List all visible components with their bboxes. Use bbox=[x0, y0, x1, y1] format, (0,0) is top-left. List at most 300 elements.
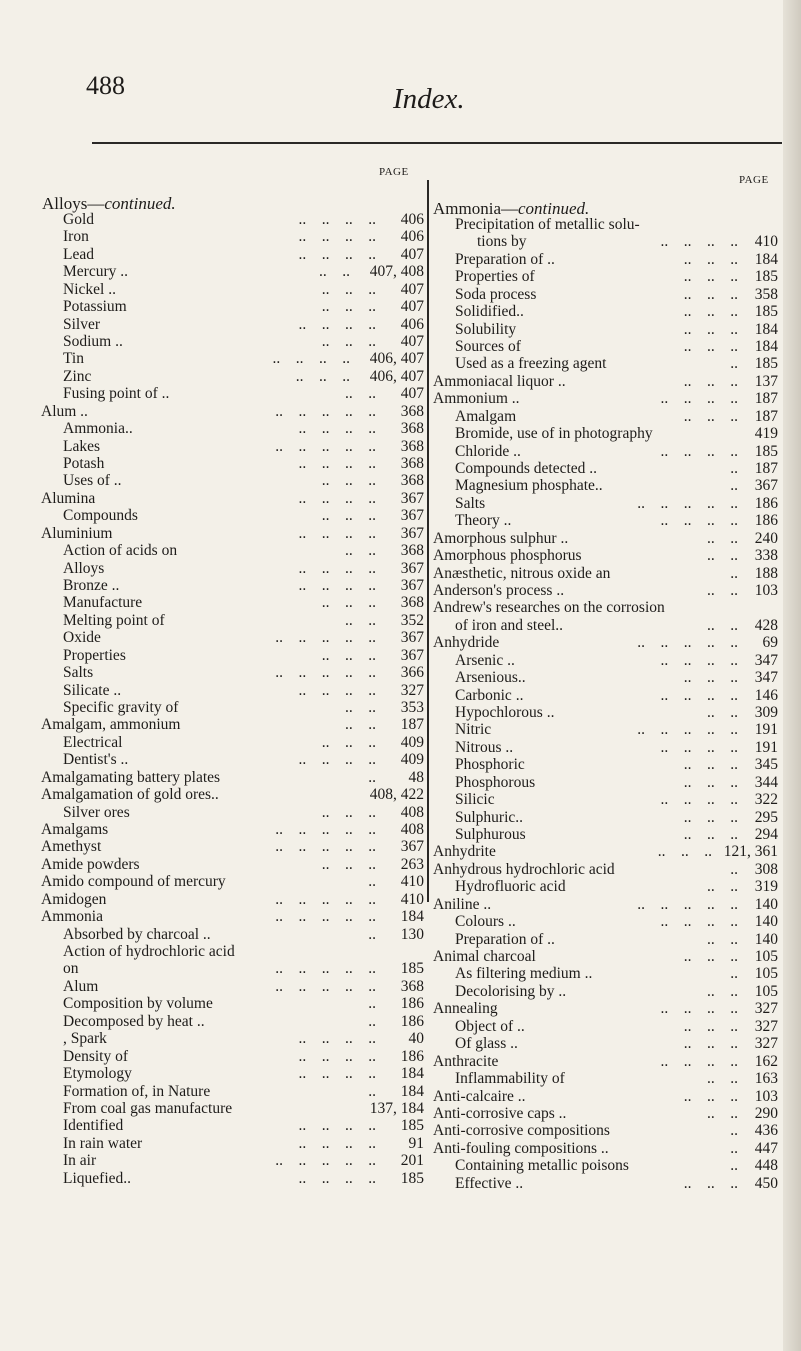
entry-leader-dots: .. .. .. .. bbox=[660, 1000, 738, 1018]
index-entry bbox=[433, 565, 778, 582]
entry-leader-dots: .. .. .. .. bbox=[298, 751, 376, 769]
entry-page-number: 184 bbox=[754, 250, 778, 268]
entry-term: Dentist's .. bbox=[63, 751, 129, 769]
entry-term: Amidogen bbox=[41, 890, 107, 908]
entry-leader-dots: .. .. bbox=[345, 611, 376, 629]
index-entry bbox=[63, 926, 424, 943]
entry-term: Etymology bbox=[63, 1065, 132, 1083]
index-entry bbox=[63, 1100, 424, 1117]
index-entry bbox=[433, 547, 778, 564]
entry-leader-dots: .. .. bbox=[345, 542, 376, 560]
index-entry bbox=[455, 303, 778, 320]
entry-leader-dots: .. bbox=[730, 1139, 738, 1157]
index-entry bbox=[455, 355, 778, 372]
entry-page-number: 410 bbox=[400, 890, 424, 908]
index-entry bbox=[63, 438, 424, 455]
entry-page-number: 419 bbox=[754, 425, 778, 443]
entry-page-number: 450 bbox=[754, 1174, 778, 1192]
index-entry bbox=[455, 826, 778, 843]
entry-page-number: 408 bbox=[400, 803, 424, 821]
entry-page-number: 368 bbox=[400, 542, 424, 560]
entry-leader-dots: .. .. .. bbox=[683, 250, 738, 268]
entry-page-number: 185 bbox=[400, 1169, 424, 1187]
entry-leader-dots: .. .. .. .. .. bbox=[637, 494, 738, 512]
entry-page-number: 368 bbox=[400, 402, 424, 420]
entry-page-number: 185 bbox=[754, 442, 778, 460]
entry-page-number: 295 bbox=[754, 808, 778, 826]
entry-term: , Spark bbox=[63, 1030, 107, 1048]
entry-page-number: 121, 361 bbox=[723, 843, 778, 861]
entry-page-number: 410 bbox=[754, 233, 778, 251]
entry-term: Nitrous .. bbox=[455, 738, 514, 756]
index-entry bbox=[63, 612, 424, 629]
entry-term: of iron and steel.. bbox=[455, 616, 564, 634]
index-entry bbox=[63, 1170, 424, 1187]
entry-leader-dots: .. .. .. .. bbox=[298, 211, 376, 228]
right-page-label: PAGE bbox=[739, 174, 769, 186]
entry-term: Anhydrous hydrochloric acid bbox=[433, 860, 615, 878]
entry-page-number: 406, 407 bbox=[369, 367, 424, 385]
entry-leader-dots: .. .. .. bbox=[683, 1174, 738, 1192]
index-entry bbox=[455, 669, 778, 686]
entry-page-number: 140 bbox=[754, 913, 778, 931]
entry-leader-dots: .. .. .. .. .. bbox=[275, 977, 376, 995]
entry-page-number: 436 bbox=[754, 1122, 778, 1140]
entry-leader-dots: .. .. .. .. bbox=[298, 245, 376, 263]
entry-term: Amido compound of mercury bbox=[41, 873, 226, 891]
entry-page-number: 103 bbox=[754, 582, 778, 600]
index-entry bbox=[63, 1135, 424, 1152]
entry-leader-dots: .. bbox=[730, 965, 738, 983]
entry-page-number: 408, 422 bbox=[369, 786, 424, 804]
entry-page-number: 185 bbox=[400, 960, 424, 978]
entry-leader-dots: .. bbox=[368, 995, 376, 1013]
entry-leader-dots: .. .. .. bbox=[683, 338, 738, 355]
index-entry bbox=[433, 896, 778, 913]
entry-page-number: 407 bbox=[400, 333, 424, 350]
entry-term: Electrical bbox=[63, 733, 123, 751]
entry-page-number: 201 bbox=[400, 1152, 424, 1170]
index-entry bbox=[455, 983, 778, 1000]
entry-leader-dots: .. .. .. .. bbox=[298, 1117, 376, 1135]
entry-leader-dots: .. .. .. .. .. bbox=[275, 838, 376, 856]
entry-term: Absorbed by charcoal .. bbox=[63, 925, 211, 943]
index-entry bbox=[455, 251, 778, 268]
entry-page-number: 448 bbox=[754, 1157, 778, 1175]
entry-page-number: 185 bbox=[400, 1117, 424, 1135]
entry-leader-dots: .. .. .. .. bbox=[298, 681, 376, 699]
index-entry bbox=[41, 786, 424, 803]
index-entry bbox=[455, 704, 778, 721]
entry-term: Annealing bbox=[433, 1000, 498, 1018]
index-entry bbox=[455, 931, 778, 948]
entry-term: Potassium bbox=[63, 298, 127, 316]
entry-page-number: 366 bbox=[400, 664, 424, 682]
index-entry bbox=[41, 403, 424, 420]
index-entry bbox=[63, 734, 424, 751]
entry-page-number: 368 bbox=[400, 472, 424, 490]
entry-page-number: 105 bbox=[754, 948, 778, 966]
index-entry bbox=[455, 1175, 778, 1192]
entry-term: Phosphoric bbox=[455, 756, 525, 774]
entry-leader-dots: .. .. .. .. bbox=[298, 1169, 376, 1187]
entry-term: Anti-calcaire .. bbox=[433, 1087, 526, 1105]
entry-leader-dots: .. .. .. .. .. bbox=[275, 629, 376, 647]
entry-page-number: 368 bbox=[400, 437, 424, 455]
entry-leader-dots: .. .. bbox=[707, 930, 738, 948]
entry-term: Anhydride bbox=[433, 634, 500, 652]
entry-page-number: 130 bbox=[400, 925, 424, 943]
index-entry bbox=[455, 1157, 778, 1174]
index-entry bbox=[455, 443, 778, 460]
entry-leader-dots: .. .. .. bbox=[683, 948, 738, 966]
entry-term: Colours .. bbox=[455, 913, 516, 931]
entry-page-number: 407, 408 bbox=[369, 263, 424, 281]
entry-leader-dots: .. .. .. bbox=[683, 372, 738, 390]
index-entry bbox=[433, 599, 778, 616]
entry-leader-dots: .. .. .. bbox=[321, 472, 376, 490]
entry-leader-dots: .. .. .. .. .. bbox=[637, 634, 738, 652]
index-entry bbox=[455, 216, 778, 233]
index-entry bbox=[477, 233, 778, 250]
entry-term: Identified bbox=[63, 1117, 124, 1135]
entry-page-number: 187 bbox=[754, 460, 778, 478]
entry-page-number: 186 bbox=[400, 1047, 424, 1065]
index-entry bbox=[433, 843, 778, 860]
entry-term: Ammoniacal liquor .. bbox=[433, 372, 566, 390]
entry-leader-dots: .. .. .. .. bbox=[298, 1030, 376, 1048]
entry-page-number: 338 bbox=[754, 547, 778, 565]
entry-term: Melting point of bbox=[63, 611, 165, 629]
index-entry bbox=[455, 774, 778, 791]
entry-leader-dots: .. .. .. bbox=[683, 407, 738, 425]
index-entry bbox=[63, 1013, 424, 1030]
continuation-term: Ammonia bbox=[433, 199, 501, 218]
index-entry bbox=[41, 716, 424, 733]
index-entry bbox=[63, 542, 424, 559]
index-entry bbox=[63, 350, 424, 367]
index-entry bbox=[433, 1000, 778, 1017]
index-entry bbox=[63, 1117, 424, 1134]
entry-term: Amorphous sulphur .. bbox=[433, 529, 569, 547]
entry-leader-dots: .. .. bbox=[345, 716, 376, 734]
entry-term: Inflammability of bbox=[455, 1070, 565, 1088]
index-entry bbox=[41, 891, 424, 908]
index-entry bbox=[455, 286, 778, 303]
entry-page-number: 428 bbox=[754, 616, 778, 634]
entry-leader-dots: .. .. bbox=[345, 385, 376, 403]
entry-term: Density of bbox=[63, 1047, 129, 1065]
entry-page-number: 368 bbox=[400, 420, 424, 438]
entry-leader-dots: .. .. bbox=[345, 699, 376, 717]
entry-term: Used as a freezing agent bbox=[455, 355, 607, 373]
entry-term: Amalgamating battery plates bbox=[41, 768, 221, 786]
entry-page-number: 407 bbox=[400, 298, 424, 316]
entry-term: Anthracite bbox=[433, 1052, 499, 1070]
entry-page-number: 407 bbox=[400, 245, 424, 263]
entry-term: Salts bbox=[455, 494, 486, 512]
entry-term: Compounds bbox=[63, 507, 138, 525]
index-entry bbox=[63, 751, 424, 768]
entry-term: Alum .. bbox=[41, 402, 88, 420]
entry-term: Fusing point of .. bbox=[63, 385, 170, 403]
entry-term: Alloys bbox=[63, 559, 105, 577]
entry-term: Mercury .. bbox=[63, 263, 128, 281]
entry-leader-dots: .. .. .. .. bbox=[660, 1052, 738, 1070]
entry-leader-dots: .. bbox=[368, 925, 376, 943]
entry-leader-dots: .. .. bbox=[319, 263, 350, 281]
entry-term: Preparation of .. bbox=[455, 930, 555, 948]
index-entry bbox=[455, 913, 778, 930]
index-entry bbox=[433, 373, 778, 390]
entry-page-number: 322 bbox=[754, 791, 778, 809]
index-entry bbox=[63, 1152, 424, 1169]
index-entry bbox=[41, 525, 424, 542]
entry-leader-dots: .. bbox=[730, 1157, 738, 1175]
entry-leader-dots: .. .. bbox=[707, 982, 738, 1000]
entry-page-number: 240 bbox=[754, 529, 778, 547]
index-entry bbox=[63, 960, 424, 977]
entry-term: Arsenious.. bbox=[455, 669, 526, 687]
entry-term: Bronze .. bbox=[63, 577, 120, 595]
entry-term: Lakes bbox=[63, 437, 101, 455]
entry-leader-dots: .. .. .. .. bbox=[298, 524, 376, 542]
index-entry bbox=[63, 263, 424, 280]
entry-term: Silicate .. bbox=[63, 681, 122, 699]
index-entry bbox=[455, 652, 778, 669]
entry-page-number: 368 bbox=[400, 977, 424, 995]
entry-term: Potash bbox=[63, 455, 105, 473]
entry-leader-dots: .. .. .. bbox=[321, 333, 376, 350]
entry-page-number: 347 bbox=[754, 651, 778, 669]
entry-leader-dots: .. .. bbox=[707, 616, 738, 634]
entry-leader-dots: .. .. .. .. .. bbox=[275, 437, 376, 455]
entry-leader-dots: .. .. .. .. .. bbox=[275, 1152, 376, 1170]
index-entry bbox=[63, 577, 424, 594]
entry-leader-dots: .. .. .. .. bbox=[660, 512, 738, 530]
index-entry bbox=[41, 821, 424, 838]
entry-page-number: 186 bbox=[400, 1012, 424, 1030]
entry-term: Aniline .. bbox=[433, 895, 492, 913]
index-entry bbox=[63, 1030, 424, 1047]
entry-leader-dots: .. .. .. .. bbox=[298, 228, 376, 246]
entry-term: Solubility bbox=[455, 320, 517, 338]
index-entry bbox=[433, 861, 778, 878]
entry-page-number: 186 bbox=[400, 995, 424, 1013]
index-entry bbox=[41, 769, 424, 786]
index-entry bbox=[455, 1070, 778, 1087]
index-entry bbox=[455, 477, 778, 494]
entry-leader-dots: .. bbox=[730, 1122, 738, 1140]
entry-leader-dots: .. bbox=[730, 355, 738, 373]
entry-term: Effective .. bbox=[455, 1174, 524, 1192]
entry-leader-dots: .. .. .. bbox=[683, 756, 738, 774]
entry-leader-dots: .. .. .. bbox=[683, 1087, 738, 1105]
running-head: Index. bbox=[393, 83, 465, 115]
entry-term: Liquefied.. bbox=[63, 1169, 132, 1187]
entry-page-number: 367 bbox=[400, 489, 424, 507]
entry-term: Lead bbox=[63, 245, 94, 263]
index-entry bbox=[455, 721, 778, 738]
page-number: 488 bbox=[86, 71, 125, 100]
index-entry bbox=[41, 838, 424, 855]
entry-page-number: 290 bbox=[754, 1104, 778, 1122]
entry-leader-dots: .. .. .. .. .. bbox=[275, 890, 376, 908]
entry-leader-dots: .. .. .. .. bbox=[298, 489, 376, 507]
entry-leader-dots: .. .. .. .. bbox=[660, 686, 738, 704]
entry-page-number: 186 bbox=[754, 512, 778, 530]
index-entry bbox=[63, 228, 424, 245]
entry-term: Solidified.. bbox=[455, 303, 524, 321]
entry-term: Hypochlorous .. bbox=[455, 704, 555, 722]
entry-page-number: 367 bbox=[400, 646, 424, 664]
entry-leader-dots: .. .. bbox=[707, 547, 738, 565]
entry-page-number: 409 bbox=[400, 733, 424, 751]
entry-leader-dots: .. .. .. .. bbox=[660, 913, 738, 931]
index-entry bbox=[63, 385, 424, 402]
entry-leader-dots: .. .. .. bbox=[683, 826, 738, 844]
entry-page-number: 184 bbox=[400, 908, 424, 926]
entry-leader-dots: .. .. .. .. bbox=[660, 791, 738, 809]
entry-term: Silicic bbox=[455, 791, 495, 809]
index-entry bbox=[63, 1048, 424, 1065]
entry-page-number: 103 bbox=[754, 1087, 778, 1105]
entry-term: Carbonic .. bbox=[455, 686, 524, 704]
entry-page-number: 185 bbox=[754, 268, 778, 286]
entry-leader-dots: .. .. .. bbox=[683, 773, 738, 791]
entry-page-number: 146 bbox=[754, 686, 778, 704]
entry-term: Decolorising by .. bbox=[455, 982, 567, 1000]
entry-page-number: 137, 184 bbox=[369, 1099, 424, 1117]
continuation-note: continued. bbox=[104, 194, 176, 213]
entry-page-number: 447 bbox=[754, 1139, 778, 1157]
entry-leader-dots: .. bbox=[368, 768, 376, 786]
entry-page-number: 105 bbox=[754, 965, 778, 983]
index-entry bbox=[433, 1105, 778, 1122]
entry-page-number: 137 bbox=[754, 372, 778, 390]
entry-leader-dots: .. .. .. .. .. bbox=[275, 821, 376, 839]
entry-term: Zinc bbox=[63, 367, 92, 385]
entry-page-number: 69 bbox=[762, 634, 778, 652]
entry-page-number: 327 bbox=[400, 681, 424, 699]
index-entry bbox=[63, 281, 424, 298]
entry-term: Anhydrite bbox=[433, 843, 496, 861]
entry-term: From coal gas manufacture bbox=[63, 1099, 233, 1117]
entry-leader-dots: .. .. .. .. .. bbox=[637, 895, 738, 913]
entry-leader-dots: .. .. bbox=[707, 529, 738, 547]
entry-page-number: 185 bbox=[754, 303, 778, 321]
entry-term: Specific gravity of bbox=[63, 699, 179, 717]
entry-term: Iron bbox=[63, 228, 89, 246]
entry-page-number: 406 bbox=[400, 211, 424, 228]
entry-leader-dots: .. .. .. bbox=[321, 280, 376, 298]
index-entry bbox=[63, 682, 424, 699]
index-entry bbox=[63, 699, 424, 716]
index-entry bbox=[433, 634, 778, 651]
entry-leader-dots: .. .. bbox=[707, 1070, 738, 1088]
entry-page-number: 188 bbox=[754, 564, 778, 582]
index-entry bbox=[433, 1140, 778, 1157]
entry-leader-dots: .. .. .. .. bbox=[298, 577, 376, 595]
entry-page-number: 327 bbox=[754, 1017, 778, 1035]
entry-page-number: 408 bbox=[400, 821, 424, 839]
header-rule bbox=[92, 142, 782, 144]
entry-term: Theory .. bbox=[455, 512, 512, 530]
entry-leader-dots: .. .. .. .. bbox=[298, 1065, 376, 1083]
index-entry bbox=[63, 978, 424, 995]
entry-page-number: 410 bbox=[400, 873, 424, 891]
entry-term: Properties of bbox=[455, 268, 535, 286]
entry-page-number: 367 bbox=[400, 629, 424, 647]
index-entry bbox=[63, 804, 424, 821]
entry-term: Sulphuric.. bbox=[455, 808, 524, 826]
index-entry bbox=[63, 995, 424, 1012]
entry-term: Anti-corrosive caps .. bbox=[433, 1104, 567, 1122]
entry-leader-dots: .. .. .. .. bbox=[660, 233, 738, 251]
entry-term: Sources of bbox=[455, 338, 521, 355]
entry-leader-dots: .. bbox=[730, 564, 738, 582]
index-entry bbox=[63, 1065, 424, 1082]
index-entry bbox=[63, 420, 424, 437]
entry-leader-dots: .. .. .. .. bbox=[660, 738, 738, 756]
entry-term: on bbox=[63, 960, 79, 978]
entry-term: As filtering medium .. bbox=[455, 965, 593, 983]
index-entry bbox=[455, 425, 778, 442]
index-entry bbox=[63, 507, 424, 524]
entry-term: Amide powders bbox=[41, 855, 140, 873]
index-entry bbox=[455, 338, 778, 355]
entry-term: Anderson's process .. bbox=[433, 582, 565, 600]
index-entry bbox=[63, 211, 424, 228]
entry-leader-dots: .. .. bbox=[707, 582, 738, 600]
entry-term: Sodium .. bbox=[63, 333, 123, 350]
index-entry bbox=[455, 408, 778, 425]
index-entry bbox=[455, 1018, 778, 1035]
entry-page-number: 187 bbox=[754, 390, 778, 408]
entry-leader-dots: .. .. .. .. bbox=[298, 315, 376, 333]
entry-page-number: 368 bbox=[400, 455, 424, 473]
entry-page-number: 163 bbox=[754, 1070, 778, 1088]
entry-leader-dots: .. .. .. .. bbox=[298, 559, 376, 577]
entry-page-number: 407 bbox=[400, 385, 424, 403]
entry-page-number: 327 bbox=[754, 1035, 778, 1053]
entry-leader-dots: .. .. .. bbox=[321, 646, 376, 664]
entry-leader-dots: .. .. .. bbox=[321, 507, 376, 525]
entry-page-number: 327 bbox=[754, 1000, 778, 1018]
left-page-label: PAGE bbox=[379, 166, 409, 178]
entry-term: Anæsthetic, nitrous oxide an bbox=[433, 564, 611, 582]
index-entry bbox=[63, 560, 424, 577]
index-entry bbox=[455, 687, 778, 704]
entry-term: Amalgams bbox=[41, 821, 109, 839]
entry-term: Silver bbox=[63, 315, 101, 333]
index-entry bbox=[455, 321, 778, 338]
entry-page-number: 409 bbox=[400, 751, 424, 769]
index-entry bbox=[455, 1035, 778, 1052]
entry-term: Anti-corrosive compositions bbox=[433, 1122, 610, 1140]
entry-page-number: 367 bbox=[400, 507, 424, 525]
entry-leader-dots: .. .. .. .. bbox=[298, 420, 376, 438]
entry-leader-dots: .. bbox=[730, 860, 738, 878]
entry-page-number: 40 bbox=[408, 1030, 424, 1048]
index-entry bbox=[455, 460, 778, 477]
entry-page-number: 347 bbox=[754, 669, 778, 687]
entry-leader-dots: .. .. .. bbox=[683, 669, 738, 687]
entry-term: Magnesium phosphate.. bbox=[455, 477, 603, 495]
entry-page-number: 105 bbox=[754, 982, 778, 1000]
entry-page-number: 358 bbox=[754, 285, 778, 303]
entry-leader-dots: .. .. .. bbox=[683, 808, 738, 826]
